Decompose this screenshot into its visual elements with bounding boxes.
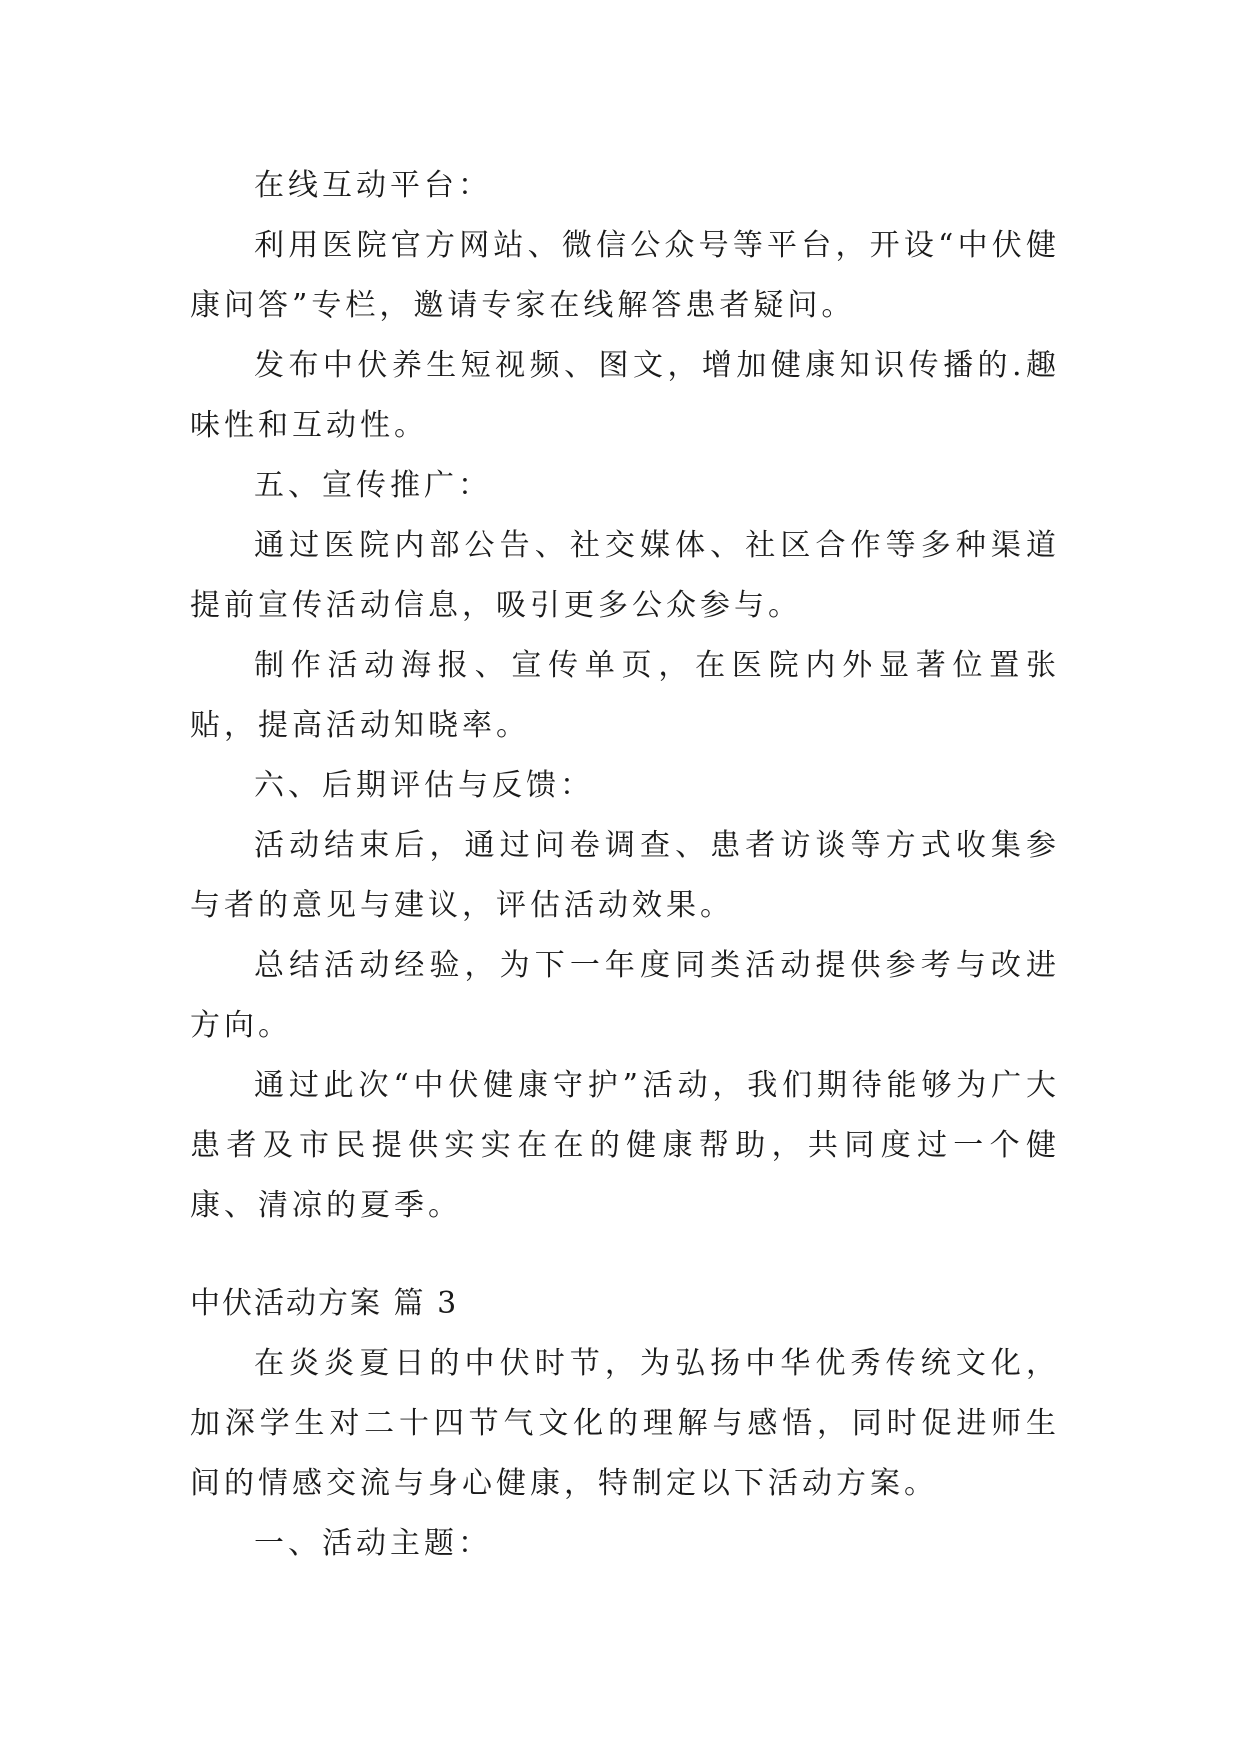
paragraph-promotion-channels: 通过医院内部公告、社交媒体、社区合作等多种渠道提前宣传活动信息，吸引更多公众参与。: [190, 528, 1060, 623]
paragraph-promotion-posters: 制作活动海报、宣传单页，在医院内外显著位置张贴，提高活动知晓率。: [190, 648, 1060, 743]
paragraph-theme-heading: 一、活动主题：: [254, 1526, 492, 1561]
paragraph-intro: 在炎炎夏日的中伏时节，为弘扬中华优秀传统文化，加深学生对二十四节气文化的理解与感悟，同时促进师生间的情感交流与身心健康，特制定以下活动方案。: [190, 1346, 1060, 1501]
document-body: [190, 156, 1060, 1574]
paragraph-closing: 通过此次“中伏健康守护”活动，我们期待能够为广大患者及市民提供实实在在的健康帮助，共同度过一个健康、清凉的夏季。: [190, 1068, 1060, 1223]
paragraph-evaluation-survey: 活动结束后，通过问卷调查、患者访谈等方式收集参与者的意见与建议，评估活动效果。: [190, 828, 1060, 923]
paragraph-online-platform-heading: 在线互动平台：: [254, 168, 492, 203]
paragraph-evaluation-summary: 总结活动经验，为下一年度同类活动提供参考与改进方向。: [190, 948, 1060, 1043]
section-gap: [190, 1236, 1060, 1274]
paragraph-online-platform-video: 发布中伏养生短视频、图文，增加健康知识传播的.趣味性和互动性。: [190, 348, 1060, 443]
paragraph-online-platform-qa: 利用医院官方网站、微信公众号等平台，开设“中伏健康问答”专栏，邀请专家在线解答患者疑问。: [190, 228, 1060, 323]
paragraph-evaluation-heading: 六、后期评估与反馈：: [254, 768, 594, 803]
paragraph-promotion-heading: 五、宣传推广：: [254, 468, 492, 503]
section-heading: 中伏活动方案 篇 3: [190, 1286, 459, 1321]
